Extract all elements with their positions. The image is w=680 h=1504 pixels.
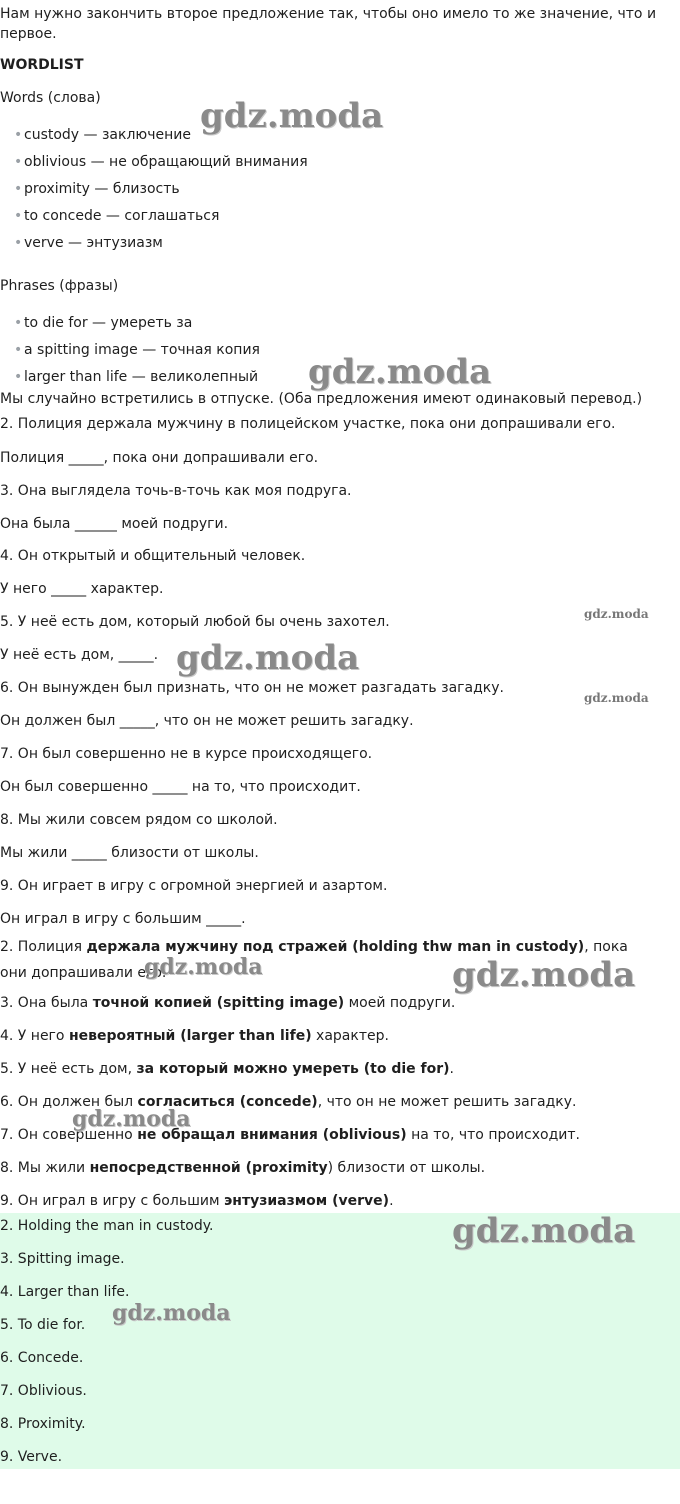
watermark: gdz.moda	[452, 1211, 636, 1251]
solution-line: 2. Полиция держала мужчину под стражей (holding thw man in custody), пока они допрашивали его.	[0, 939, 628, 981]
watermark: gdz.moda	[144, 954, 263, 980]
exercise-line: Она была ______ моей подруги.	[0, 516, 229, 532]
words-title: Words (слова)	[0, 90, 101, 106]
watermark: gdz.moda	[200, 96, 384, 136]
watermark: gdz.moda	[584, 607, 649, 621]
phrase-item: • a spitting image — точная копия	[14, 340, 260, 360]
solution-answer: согласиться (concede)	[137, 1094, 318, 1110]
answer-item: 9. Verve.	[0, 1449, 63, 1465]
wordlist-title: WORDLIST	[0, 57, 84, 73]
solution-answer: держала мужчину под стражей (holding thw man in custody)	[86, 939, 585, 955]
watermark: gdz.moda	[72, 1106, 191, 1132]
solution-line: 9. Он играл в игру с большим энтузиазмом (verve).	[0, 1193, 394, 1209]
word-item: • to concede — соглашаться	[14, 206, 219, 226]
solution-answer: не обращал внимания (oblivious)	[137, 1127, 407, 1143]
word-item: • custody — заключение	[14, 125, 191, 145]
exercise-line: 3. Она выглядела точь-в-точь как моя подруга.	[0, 483, 352, 499]
watermark: gdz.moda	[112, 1300, 231, 1326]
exercise-line: 9. Он играет в игру с огромной энергией и азартом.	[0, 878, 388, 894]
exercise-line: Он играл в игру с большим _____.	[0, 911, 246, 927]
exercise-line: Он был совершенно _____ на то, что происходит.	[0, 779, 361, 795]
answer-item: 4. Larger than life.	[0, 1284, 130, 1300]
solution-answer: за который можно умереть (to die for)	[136, 1061, 450, 1077]
exercise-line: 2. Полиция держала мужчину в полицейском участке, пока они допрашивали его.	[0, 416, 616, 432]
watermark: gdz.moda	[176, 638, 360, 678]
word-item: • oblivious — не обращающий внимания	[14, 152, 308, 172]
exercise-line: Полиция _____, пока они допрашивали его.	[0, 450, 319, 466]
solution-line: 4. У него невероятный (larger than life) характер.	[0, 1028, 389, 1044]
solution-line: 3. Она была точной копией (spitting image) моей подруги.	[0, 995, 456, 1011]
phrase-item: • larger than life — великолепный	[14, 367, 258, 387]
answer-item: 6. Concede.	[0, 1350, 84, 1366]
solution-answer: непосредственной (proximity	[89, 1160, 328, 1176]
word-item: • verve — энтузиазм	[14, 233, 163, 253]
word-item: • proximity — близость	[14, 179, 180, 199]
exercise-line: 8. Мы жили совсем рядом со школой.	[0, 812, 278, 828]
answer-item: 8. Proximity.	[0, 1416, 86, 1432]
exercise-line: 7. Он был совершенно не в курсе происходящего.	[0, 746, 373, 762]
intro-text: Нам нужно закончить второе предложение так, чтобы оно имело то же значение, что и первое.	[0, 6, 657, 42]
phrase-item: • to die for — умереть за	[14, 313, 192, 333]
solution-line: 7. Он совершенно не обращал внимания (oblivious) на то, что происходит.	[0, 1127, 580, 1143]
solution-line: 6. Он должен был согласиться (concede), что он не может решить загадку.	[0, 1094, 577, 1110]
answer-item: 7. Oblivious.	[0, 1383, 87, 1399]
solution-answer: точной копией (spitting image)	[92, 995, 345, 1011]
phrases-title: Phrases (фразы)	[0, 278, 119, 294]
watermark: gdz.moda	[584, 691, 649, 705]
exercise-line: Мы случайно встретились в отпуске. (Оба предложения имеют одинаковый перевод.)	[0, 391, 643, 407]
solution-line: 5. У неё есть дом, за который можно умереть (to die for).	[0, 1061, 454, 1077]
watermark: gdz.moda	[308, 352, 492, 392]
exercise-line: У него _____ характер.	[0, 581, 164, 597]
exercise-line: 6. Он вынужден был признать, что он не может разгадать загадку.	[0, 680, 504, 696]
answer-item: 5. To die for.	[0, 1317, 86, 1333]
solution-line: 8. Мы жили непосредственной (proximity) близости от школы.	[0, 1160, 486, 1176]
solution-answer: энтузиазмом (verve)	[224, 1193, 390, 1209]
answer-item: 2. Holding the man in custody.	[0, 1218, 214, 1234]
watermark: gdz.moda	[452, 955, 636, 995]
exercise-line: Мы жили _____ близости от школы.	[0, 845, 259, 861]
exercise-line: У неё есть дом, _____.	[0, 647, 159, 663]
exercise-line: 5. У неё есть дом, который любой бы очень захотел.	[0, 614, 390, 630]
exercise-line: Он должен был _____, что он не может решить загадку.	[0, 713, 414, 729]
solution-answer: невероятный (larger than life)	[68, 1028, 312, 1044]
exercise-line: 4. Он открытый и общительный человек.	[0, 548, 306, 564]
answer-item: 3. Spitting image.	[0, 1251, 125, 1267]
